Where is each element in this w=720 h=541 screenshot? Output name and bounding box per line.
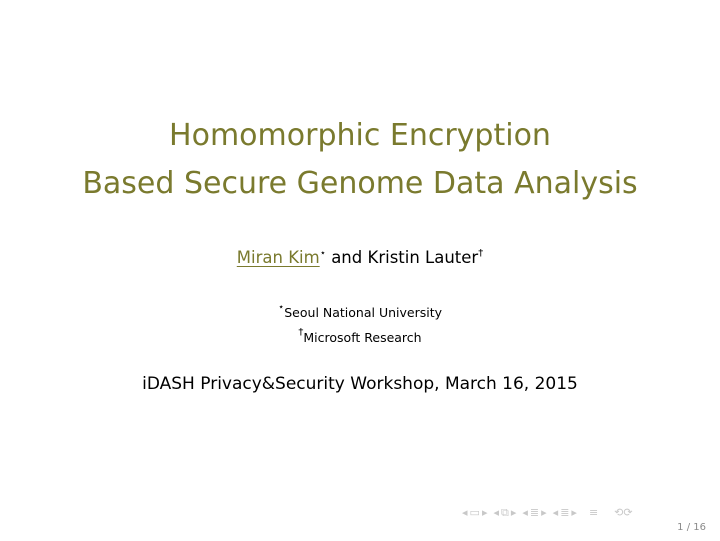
author-kristin-lauter: Kristin Lauter [367,248,479,267]
title-line-2: Based Secure Genome Data Analysis [82,166,638,201]
event-line: iDASH Privacy&Security Workshop, March 16, 2015 [142,374,578,394]
nav-left-arrow-icon[interactable]: ◂ [462,506,468,519]
affiliation2-mark: † [298,327,304,338]
authors-line [0,248,720,267]
title-line-1: Homomorphic Encryption [169,118,551,153]
beamer-navigation [462,505,633,521]
affiliation2-text: Microsoft Research [303,330,422,345]
nav-toc-icon[interactable]: ≣ [560,506,570,519]
nav-left-arrow-icon[interactable]: ◂ [522,506,528,519]
affiliation1-text: Seoul National University [284,305,443,320]
nav-frame-icon[interactable]: ▭ [469,506,480,519]
affiliation-1 [0,302,720,320]
affiliation1-mark: ⋆ [277,302,285,313]
nav-section-icon[interactable]: ≣ [529,506,540,519]
author-connector: and [325,248,368,267]
author1-mark: ⋆ [319,248,326,259]
nav-align-icon[interactable]: ≡ [588,506,599,519]
page-indicator: 1 / 16 [677,522,706,533]
nav-left-arrow-icon[interactable]: ◂ [493,506,499,519]
nav-right-arrow-icon[interactable]: ▸ [541,506,547,519]
nav-search-icon[interactable]: ⟲⟳ [614,506,633,519]
author-miran-kim-link[interactable]: Miran Kim [236,248,320,267]
slide-title [0,112,720,208]
nav-right-arrow-icon[interactable]: ▸ [571,506,577,519]
nav-left-arrow-icon[interactable]: ◂ [552,506,559,519]
nav-right-arrow-icon[interactable]: ▸ [481,506,488,519]
author2-mark: † [478,248,484,259]
affiliation-2 [0,327,720,345]
nav-subsection-icon[interactable]: ⧉ [501,506,509,519]
nav-right-arrow-icon[interactable]: ▸ [510,506,517,519]
